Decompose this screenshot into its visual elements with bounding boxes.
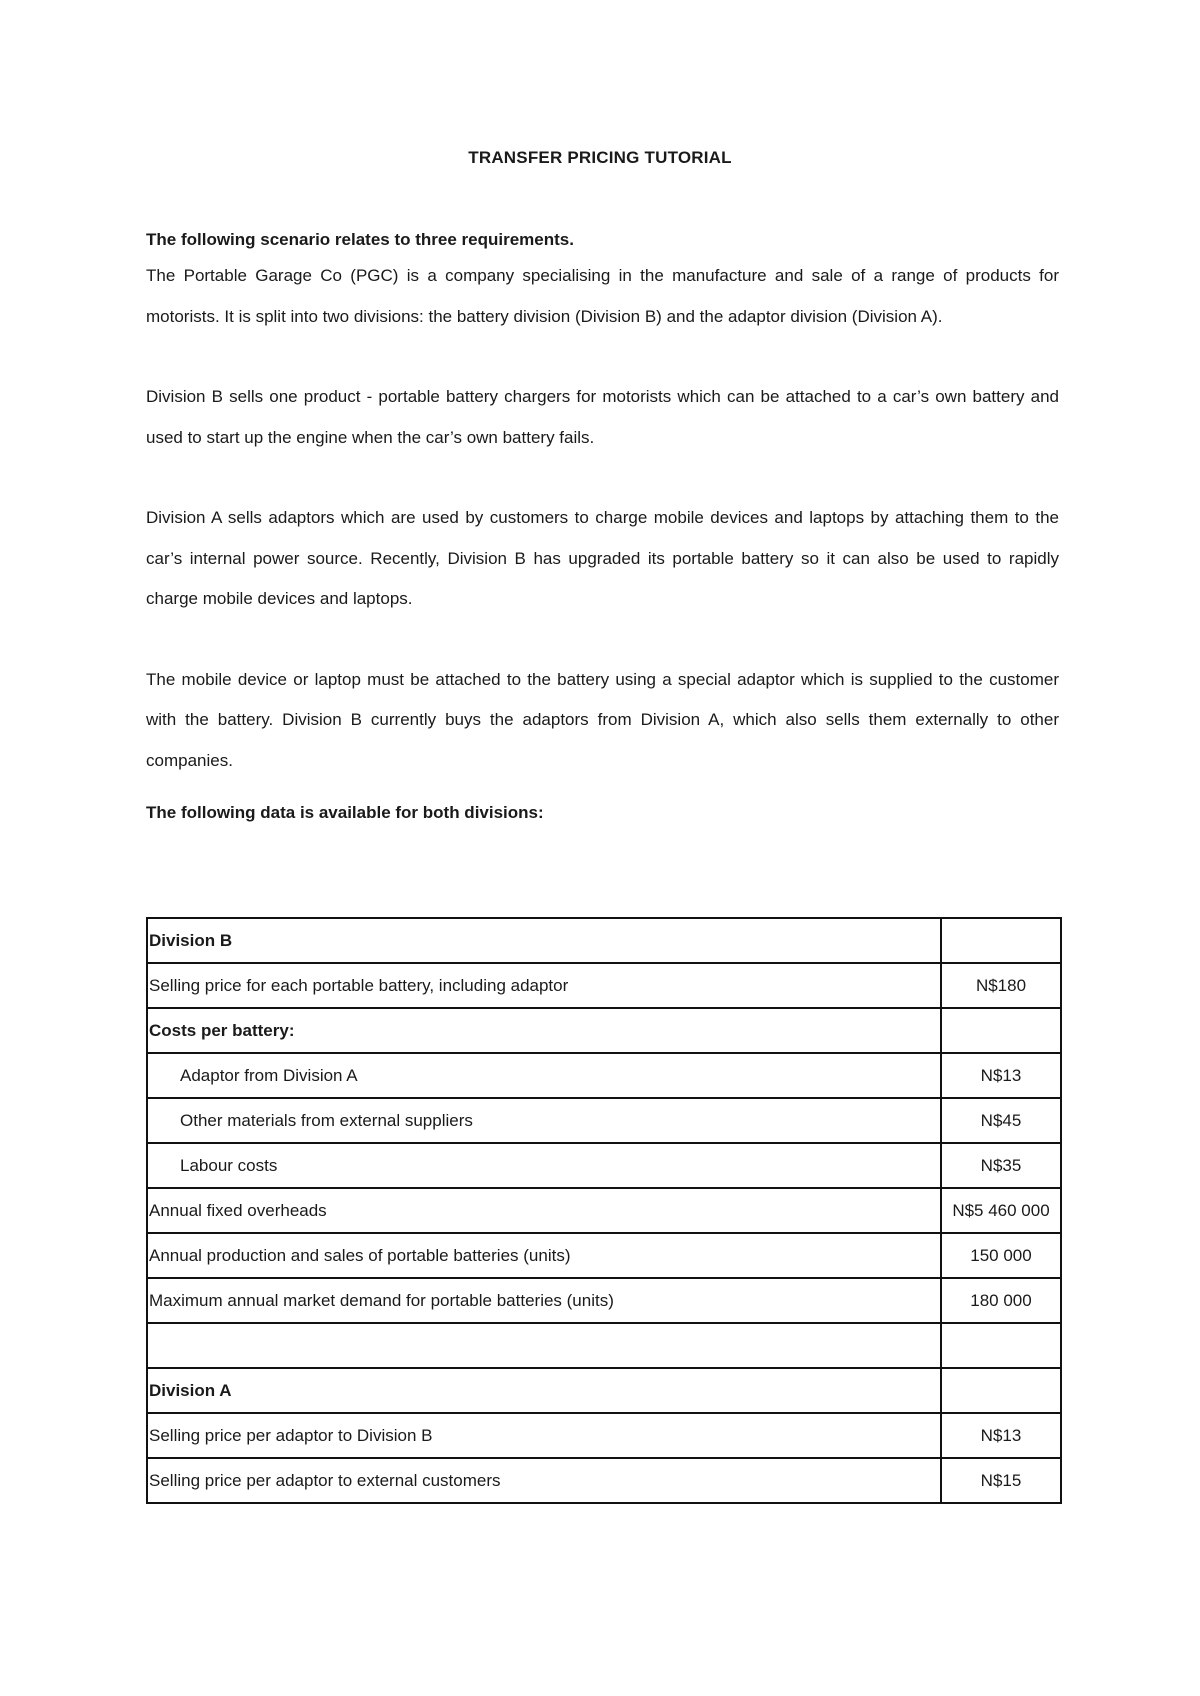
table-cell-label: Adaptor from Division A bbox=[147, 1053, 941, 1098]
table-cell-value: N$13 bbox=[941, 1413, 1061, 1458]
table-row bbox=[147, 1278, 1061, 1323]
table-cell-value: N$13 bbox=[941, 1053, 1061, 1098]
table-cell-value bbox=[941, 1368, 1061, 1413]
table-cell-value bbox=[941, 918, 1061, 963]
table-cell-label: Selling price for each portable battery, including adaptor bbox=[147, 963, 941, 1008]
table-cell-label: Annual production and sales of portable batteries (units) bbox=[147, 1233, 941, 1278]
table-cell-label: Labour costs bbox=[147, 1143, 941, 1188]
table-cell-value: N$15 bbox=[941, 1458, 1061, 1503]
table-row bbox=[147, 1098, 1061, 1143]
scenario-heading: The following scenario relates to three requirements. bbox=[146, 230, 574, 249]
table-cell-label: Annual fixed overheads bbox=[147, 1188, 941, 1233]
table-cell-label bbox=[147, 1323, 941, 1368]
table-cell-value: N$5 460 000 bbox=[941, 1188, 1061, 1233]
table-cell-label: Division A bbox=[147, 1368, 941, 1413]
table-row bbox=[147, 963, 1061, 1008]
table-row bbox=[147, 1233, 1061, 1278]
table-cell-value: 180 000 bbox=[941, 1278, 1061, 1323]
table-cell-value bbox=[941, 1008, 1061, 1053]
table-row bbox=[147, 1458, 1061, 1503]
table-cell-label: Division B bbox=[147, 918, 941, 963]
table-row bbox=[147, 1413, 1061, 1458]
table-row bbox=[147, 918, 1061, 963]
paragraph-division-b: Division B sells one product - portable battery chargers for motorists which can be attached to a car’s own battery and used to start up the engine when the car’s own battery fails. bbox=[146, 387, 1059, 447]
data-heading: The following data is available for both divisions: bbox=[146, 803, 544, 822]
table-cell-value: N$45 bbox=[941, 1098, 1061, 1143]
table-row bbox=[147, 1143, 1061, 1188]
table-row bbox=[147, 1323, 1061, 1368]
table-cell-label: Other materials from external suppliers bbox=[147, 1098, 941, 1143]
table-row bbox=[147, 1188, 1061, 1233]
table-cell-value: 150 000 bbox=[941, 1233, 1061, 1278]
paragraph-company-overview: The Portable Garage Co (PGC) is a company specialising in the manufacture and sale of a range of products for motorists. It is split into two divisions: the battery division (Division B) and the adaptor division (Division A). bbox=[146, 266, 1059, 326]
table-cell-value bbox=[941, 1323, 1061, 1368]
division-data-table bbox=[146, 917, 1062, 1504]
table-cell-label: Selling price per adaptor to Division B bbox=[147, 1413, 941, 1458]
table-cell-label: Maximum annual market demand for portable batteries (units) bbox=[147, 1278, 941, 1323]
table-cell-label: Selling price per adaptor to external customers bbox=[147, 1458, 941, 1503]
document-body bbox=[146, 226, 1059, 827]
table-row bbox=[147, 1008, 1061, 1053]
table-cell-label: Costs per battery: bbox=[147, 1008, 941, 1053]
paragraph-adaptor-supply: The mobile device or laptop must be attached to the battery using a special adaptor which is supplied to the customer with the battery. Division B currently buys the adaptors from Division A, which also sells them externally to other companies. bbox=[146, 669, 1059, 770]
page-title: TRANSFER PRICING TUTORIAL bbox=[468, 148, 732, 167]
table-cell-value: N$180 bbox=[941, 963, 1061, 1008]
paragraph-division-a: Division A sells adaptors which are used by customers to charge mobile devices and laptops by attaching them to the car’s internal power source. Recently, Division B has upgraded its portable battery so it can also be used to rapidly charge mobile devices and laptops. bbox=[146, 508, 1059, 608]
table-row bbox=[147, 1368, 1061, 1413]
table-row bbox=[147, 1053, 1061, 1098]
table-cell-value: N$35 bbox=[941, 1143, 1061, 1188]
